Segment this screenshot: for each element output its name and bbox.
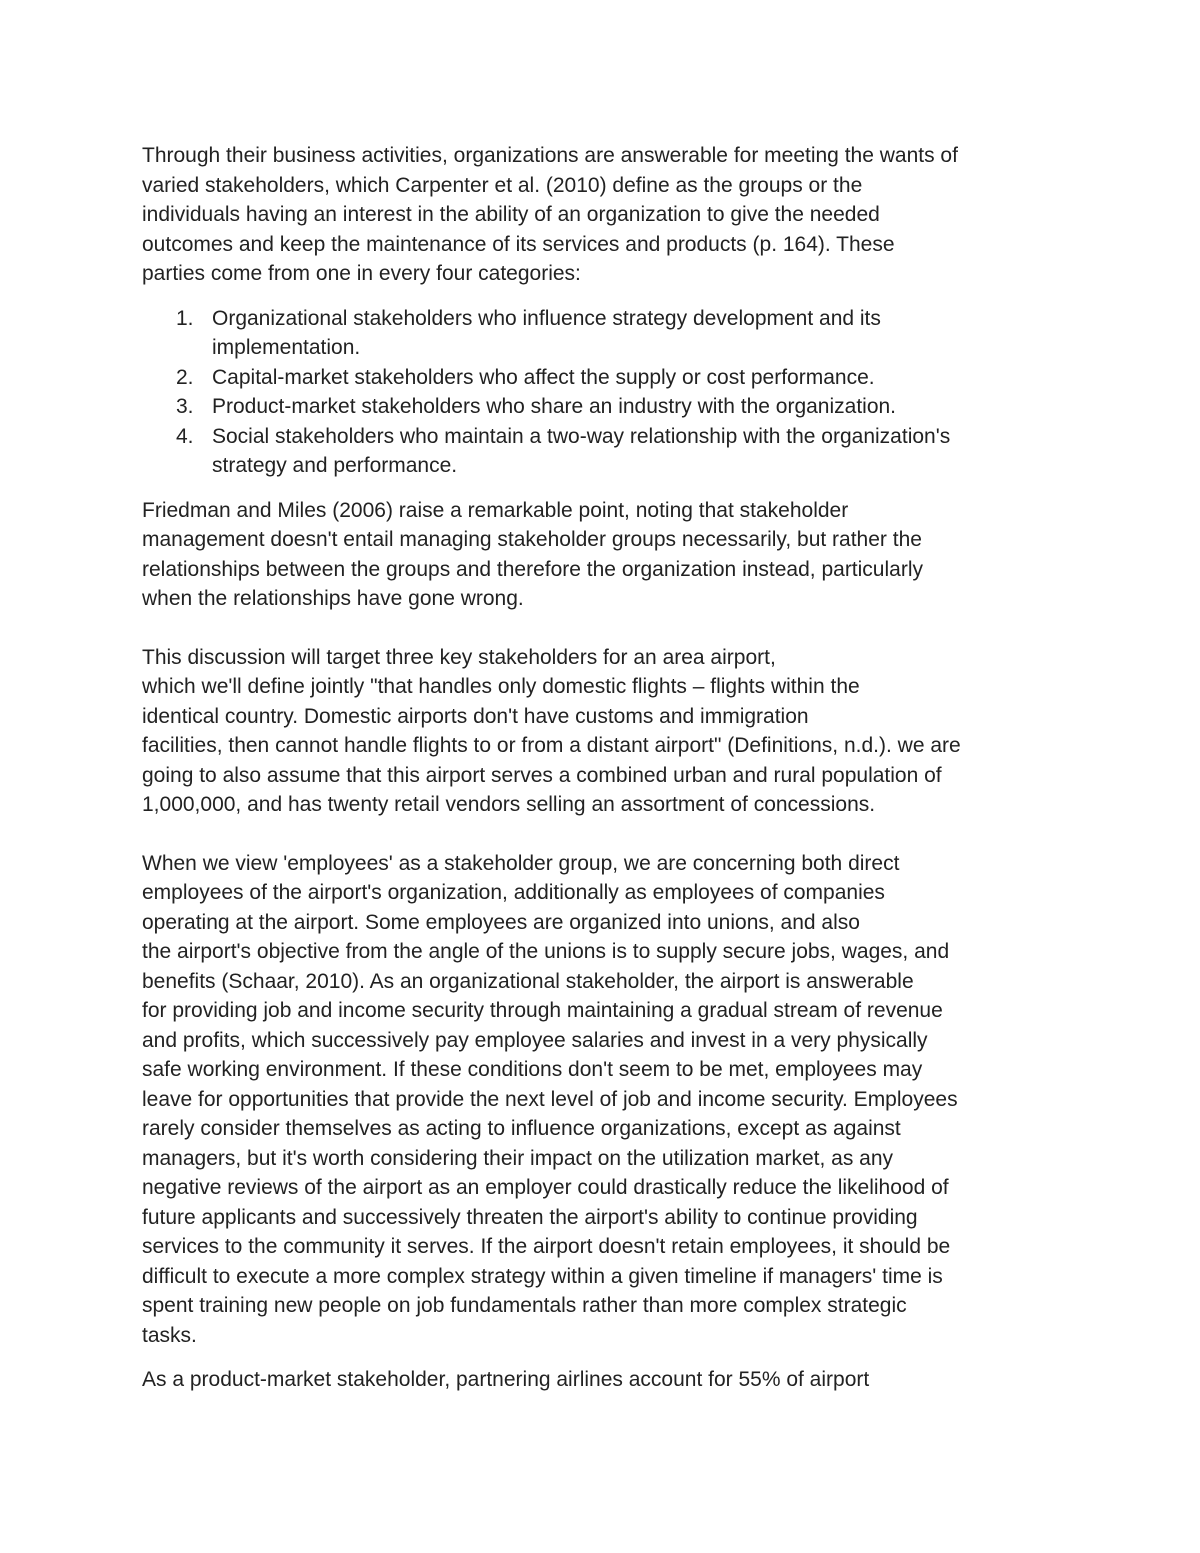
paragraph-spacer <box>142 481 1067 496</box>
text-line: identical country. Domestic airports don't have customs and immigration <box>142 704 809 728</box>
text-line: going to also assume that this airport serves a combined urban and rural population of <box>142 763 942 787</box>
list-item-number: 2. <box>176 365 194 389</box>
paragraph-spacer <box>142 614 1067 643</box>
text-line: for providing job and income security through maintaining a gradual stream of revenue <box>142 999 943 1022</box>
text-line: spent training new people on job fundamentals rather than more complex strategic <box>142 1294 907 1317</box>
list-item-number: 3. <box>176 395 194 418</box>
text-line: Friedman and Miles (2006) raise a remarkable point, noting that stakeholder <box>142 498 849 522</box>
text-line: employees of the airport's organization, additionally as employees of companies <box>142 881 885 904</box>
paragraph-spacer <box>142 1350 1067 1365</box>
list-item <box>142 304 1067 363</box>
text-line: parties come from one in every four categories: <box>142 262 581 285</box>
text-line: Social stakeholders who maintain a two-way relationship with the organization's <box>212 424 951 448</box>
stakeholder-category-list <box>142 304 1067 481</box>
text-line: benefits (Schaar, 2010). As an organizational stakeholder, the airport is answerable <box>142 969 914 993</box>
text-line: the airport's objective from the angle of the unions is to supply secure jobs, wages, and <box>142 940 950 963</box>
text-line: varied stakeholders, which Carpenter et al. (2010) define as the groups or the <box>142 173 863 197</box>
text-line: outcomes and keep the maintenance of its services and products (p. 164). These <box>142 232 895 256</box>
text-line: facilities, then cannot handle flights to or from a distant airport" (Definitions, n.d.). we are <box>142 734 961 757</box>
list-item-number: 4. <box>176 424 194 448</box>
text-line: 1,000,000, and has twenty retail vendors selling an assortment of concessions. <box>142 793 876 816</box>
text-line: relationships between the groups and therefore the organization instead, particularly <box>142 557 923 581</box>
list-item <box>142 422 1067 481</box>
list-item <box>142 363 1067 393</box>
friedman-paragraph <box>142 496 1067 614</box>
text-line: rarely consider themselves as acting to influence organizations, except as against <box>142 1117 901 1140</box>
text-line: difficult to execute a more complex strategy within a given timeline if managers' time is <box>142 1264 943 1288</box>
text-line: strategy and performance. <box>212 454 458 477</box>
text-line: and profits, which successively pay employee salaries and invest in a very physically <box>142 1028 928 1052</box>
paragraph-spacer <box>142 820 1067 849</box>
list-item-number: 1. <box>176 306 194 330</box>
airport-definition-paragraph <box>142 643 1067 820</box>
intro-paragraph <box>142 141 1067 289</box>
text-line: managers, but it's worth considering their impact on the utilization market, as any <box>142 1146 894 1170</box>
text-line: operating at the airport. Some employees are organized into unions, and also <box>142 910 860 934</box>
text-line: individuals having an interest in the ability of an organization to give the needed <box>142 203 880 226</box>
text-line: services to the community it serves. If the airport doesn't retain employees, it should be <box>142 1235 951 1258</box>
text-line: Through their business activities, organizations are answerable for meeting the wants of <box>142 144 958 167</box>
text-line: negative reviews of the airport as an employer could drastically reduce the likelihood of <box>142 1176 949 1199</box>
text-line: Organizational stakeholders who influence strategy development and its <box>212 306 881 330</box>
text-line: leave for opportunities that provide the next level of job and income security. Employees <box>142 1087 958 1111</box>
text-line: This discussion will target three key stakeholders for an area airport, <box>142 645 776 669</box>
text-line: Product-market stakeholders who share an industry with the organization. <box>212 395 897 418</box>
text-line: which we'll define jointly "that handles only domestic flights – flights within the <box>142 675 860 698</box>
text-line: safe working environment. If these conditions don't seem to be met, employees may <box>142 1058 923 1081</box>
text-line: future applicants and successively threaten the airport's ability to continue providing <box>142 1205 918 1229</box>
text-line: When we view 'employees' as a stakeholder group, we are concerning both direct <box>142 851 900 875</box>
text-line: As a product-market stakeholder, partnering airlines account for 55% of airport <box>142 1368 870 1391</box>
text-line: when the relationships have gone wrong. <box>142 587 524 610</box>
text-line: management doesn't entail managing stakeholder groups necessarily, but rather the <box>142 528 922 551</box>
document-body <box>142 141 1067 1395</box>
text-line: tasks. <box>142 1323 197 1347</box>
paragraph-spacer <box>142 289 1067 304</box>
text-line: Capital-market stakeholders who affect the supply or cost performance. <box>212 365 875 389</box>
text-line: implementation. <box>212 336 361 359</box>
employees-paragraph <box>142 849 1067 1351</box>
list-item <box>142 392 1067 422</box>
product-market-paragraph <box>142 1365 1067 1395</box>
